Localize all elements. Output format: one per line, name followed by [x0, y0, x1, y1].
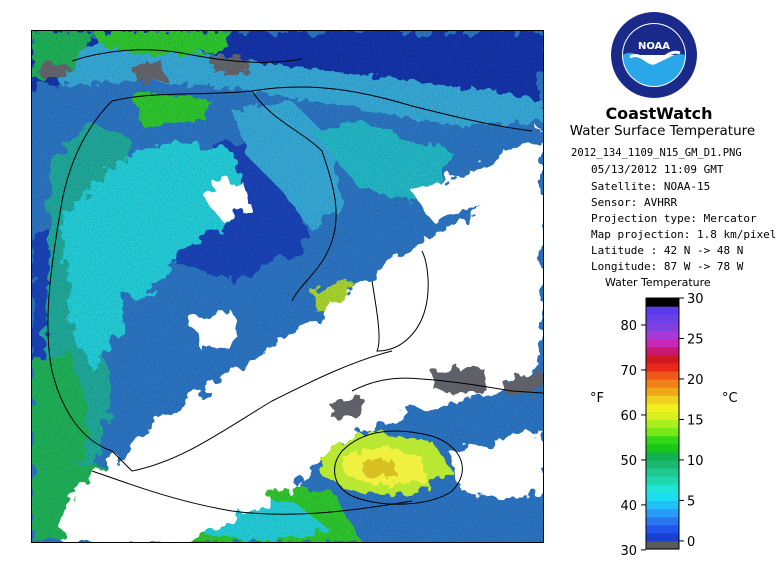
- celsius-tick-label: 25: [687, 332, 704, 348]
- datetime: 05/13/2012 11:09 GMT: [591, 163, 724, 176]
- sst-map: [31, 30, 544, 543]
- fahrenheit-tick-label: 50: [620, 453, 637, 469]
- colorbar-frame: [646, 298, 679, 549]
- sensor: Sensor: AVHRR: [591, 196, 678, 209]
- satellite: Satellite: NOAA-15: [591, 180, 711, 193]
- product-title: Water Surface Temperature: [569, 123, 756, 139]
- colorbar-swatch: [646, 363, 679, 372]
- colorbar-swatch: [646, 338, 679, 347]
- unit-celsius: °C: [722, 391, 738, 406]
- celsius-tick-label: 0: [687, 534, 696, 550]
- colorbar-swatch: [646, 500, 679, 509]
- brand-title: CoastWatch: [605, 104, 713, 123]
- colorbar-swatch: [646, 452, 679, 461]
- noaa-logo: [610, 11, 698, 99]
- sst-map-graphic: [32, 31, 543, 542]
- colorbar-swatch: [646, 419, 679, 428]
- colorbar-swatch: [646, 379, 679, 388]
- map-projection: Map projection: 1.8 km/pixel: [591, 228, 777, 241]
- fahrenheit-tick-label: 70: [620, 363, 637, 379]
- colorbar-swatch: [646, 387, 679, 396]
- colorbar-swatch: [646, 476, 679, 485]
- colorbar-swatch: [646, 444, 679, 453]
- colorbar-swatch: [646, 411, 679, 420]
- fahrenheit-tick-label: 40: [620, 498, 637, 514]
- colorbar-swatch: [646, 322, 679, 331]
- fahrenheit-tick-label: 30: [620, 543, 637, 559]
- colorbar-swatch: [646, 460, 679, 469]
- colorbar-swatch: [646, 517, 679, 526]
- logo-text: NOAA: [637, 41, 671, 52]
- filename: 2012_134_1109_N15_GM_D1.PNG: [571, 147, 742, 159]
- colorbar-swatch: [646, 298, 679, 307]
- colorbar-swatch: [646, 347, 679, 356]
- colorbar-swatch: [646, 541, 679, 550]
- fahrenheit-tick-label: 80: [620, 318, 637, 334]
- colorbar-swatch: [646, 403, 679, 412]
- longitude: Longitude: 87 W -> 78 W: [591, 260, 744, 273]
- celsius-tick-label: 10: [687, 453, 704, 469]
- colorbar-swatch: [646, 395, 679, 404]
- celsius-tick-label: 5: [687, 494, 696, 510]
- colorbar-swatch: [646, 468, 679, 477]
- latitude: Latitude : 42 N -> 48 N: [591, 244, 744, 257]
- fahrenheit-tick-label: 60: [620, 408, 637, 424]
- colorbar-swatch: [646, 436, 679, 445]
- colorbar-swatch: [646, 525, 679, 534]
- colorbar-swatch: [646, 533, 679, 542]
- colorbar-swatch: [646, 371, 679, 380]
- colorbar-swatches: [646, 298, 679, 550]
- colorbar-swatch: [646, 355, 679, 364]
- colorbar-swatch: [646, 314, 679, 323]
- colorbar-swatch: [646, 492, 679, 501]
- celsius-tick-label: 30: [687, 292, 704, 307]
- celsius-tick-label: 15: [687, 413, 704, 429]
- colorbar-swatch: [646, 330, 679, 339]
- colorbar-swatch: [646, 428, 679, 437]
- colorbar-ticks: [620, 292, 703, 559]
- celsius-tick-label: 20: [687, 372, 704, 388]
- colorbar-swatch: [646, 306, 679, 315]
- unit-fahrenheit: °F: [590, 391, 604, 406]
- colorbar-swatch: [646, 509, 679, 518]
- colorbar-swatch: [646, 484, 679, 493]
- projection-type: Projection type: Mercator: [591, 212, 757, 225]
- colorbar-title: Water Temperature: [605, 276, 711, 289]
